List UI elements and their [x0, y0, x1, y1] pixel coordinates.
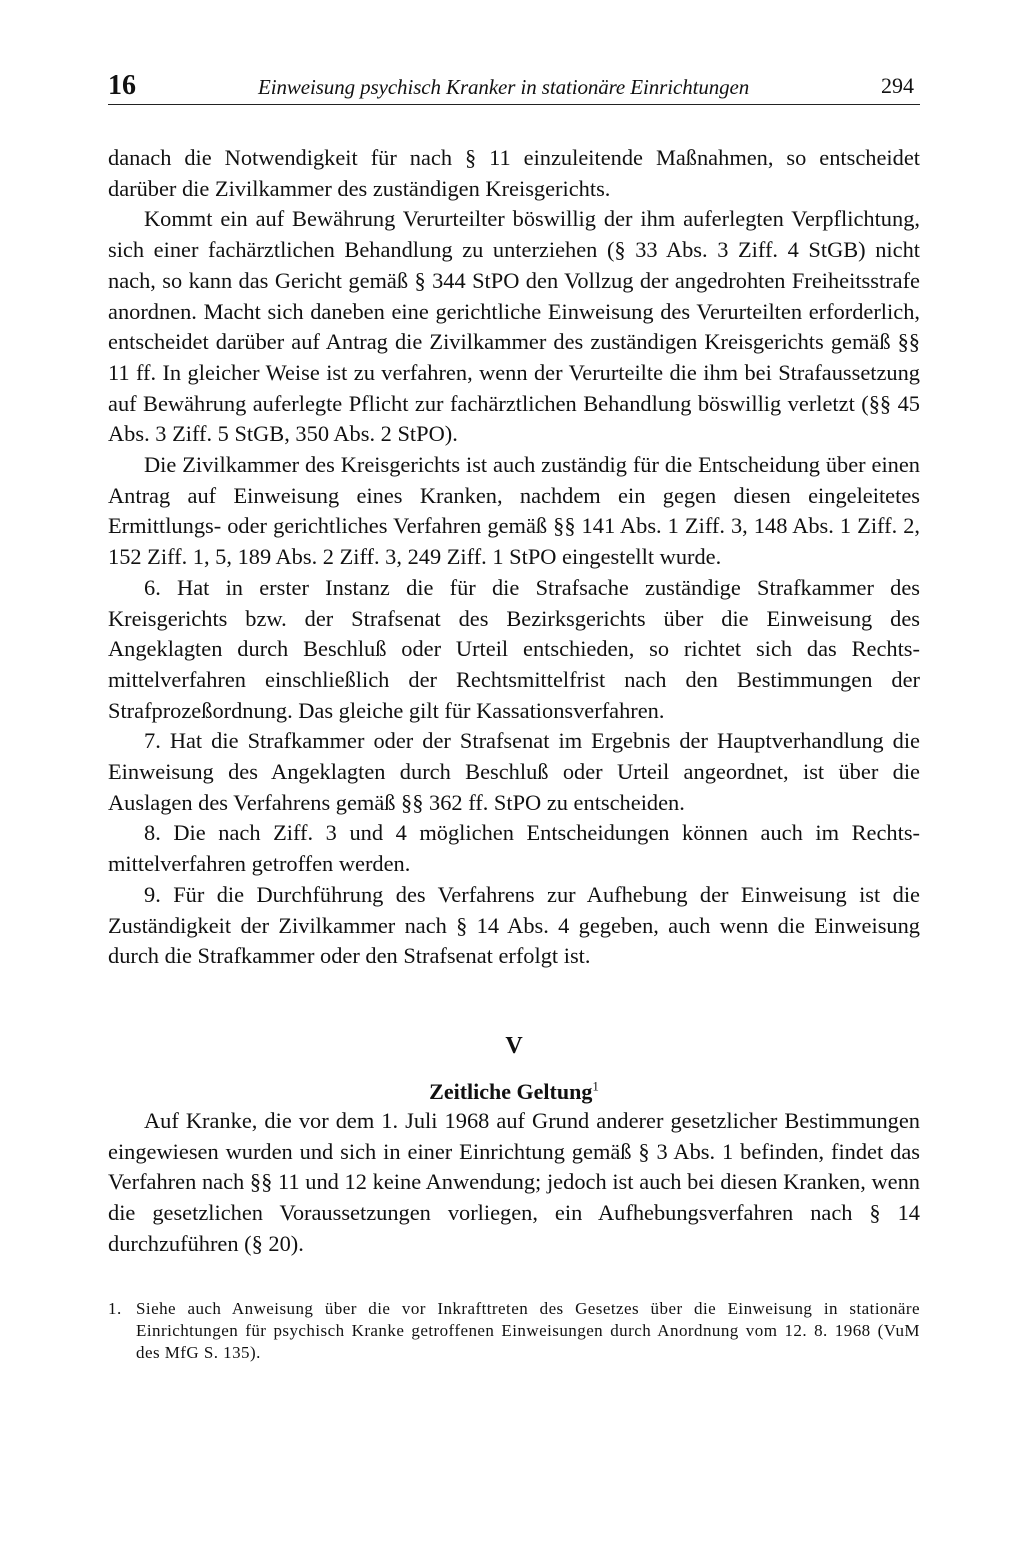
footnote	[108, 1298, 920, 1364]
section-paragraph: Auf Kranke, die vor dem 1. Juli 1968 auf Grund anderer gesetzlicher Bestimmungen eingewiesen wurden und sich in einer Einrichtung gemäß § 3 Abs. 1 befinden, findet das Verfahren nach §§ 11 und 12 keine Anwendung; jedoch ist auch bei diesen Kranken, wenn die gesetzlichen Voraussetzungen vorliegen, ein Aufhebungsverfahren nach § 14 durchzuführen (§ 20).	[108, 1107, 920, 1256]
paragraph-item-6: 6. Hat in erster Instanz die für die Strafsache zuständige Strafkammer des Kreisgerichts bzw. der Strafsenat des Bezirksgerichts über die Einweisung des Angeklagten durch Beschluß oder Urteil entschieden, so richtet sich das Rechtsmittelverfahren einschließlich der Rechtsmittelfrist nach den Bestimmungen der Strafprozeßordnung. Das gleiche gilt für Kassationsverfahren.	[108, 574, 920, 723]
paragraph-item-9: 9. Für die Durchführung des Verfahrens zur Aufhebung der Einweisung ist die Zuständigkeit der Zivilkammer nach § 14 Abs. 4 gegeben, auch wenn die Einweisung durch die Strafkammer oder den Strafsenat erfolgt ist.	[108, 881, 920, 969]
main-text	[108, 143, 920, 1260]
footnotes	[108, 1298, 920, 1364]
paragraph: Kommt ein auf Bewährung Verurteilter böswillig der ihm auferlegten Verpflichtung, sich einer fachärztlichen Behandlung zu unterziehen (§ 33 Abs. 3 Ziff. 4 StGB) nicht nach, so kann das Gericht gemäß § 344 StPO den Vollzug der angedrohten Freiheitsstrafe anordnen. Macht sich daneben eine gerichtliche Einweisung des Verurteilten erforderlich, entscheidet darüber auf Antrag die Zivilkammer des zuständigen Kreisgerichts gemäß §§ 11 ff. In gleicher Weise ist zu verfahren, wenn der Verurteilte die ihm bei Strafaussetzung auf Bewährung auferlegte Pflicht zur fachärztlichen Behandlung böswillig verletzt (§§ 45 Abs. 3 Ziff. 5 StGB, 350 Abs. 2 StPO).	[108, 206, 920, 447]
footnote-reference: 1	[592, 1078, 599, 1094]
footnote-text: Siehe auch Anweisung über die vor Inkrafttreten des Gesetzes über die Einweisung in stationäre Einrichtungen für psychisch Kranke getroffenen Einweisungen durch Anordnung vom 12. 8. 1968 (VuM des MfG S. 135).	[136, 1298, 920, 1362]
page-number: 294	[881, 73, 914, 98]
paragraph-continuation: danach die Notwendigkeit für nach § 11 einzuleitende Maßnahmen, so entscheidet darüber die Zivilkammer des zuständigen Kreisgerichts.	[108, 145, 920, 201]
paragraph-item-7: 7. Hat die Strafkammer oder der Strafsenat im Ergebnis der Hauptverhandlung die Einweisung des Angeklagten durch Beschluß oder Urteil angeordnet, ist über die Auslagen des Verfahrens gemäß §§ 362 ff. StPO zu entscheiden.	[108, 728, 920, 815]
paragraph-item-8: 8. Die nach Ziff. 3 und 4 möglichen Entscheidungen können auch im Rechtsmittelverfahren getroffen werden.	[108, 820, 920, 877]
running-title: Einweisung psychisch Kranker in stationäre Einrichtungen	[258, 75, 750, 99]
document-page	[108, 68, 920, 1364]
section-number: V	[505, 1032, 523, 1059]
footnote-marker: 1.	[108, 1298, 122, 1318]
running-header	[108, 68, 920, 105]
paragraph: Die Zivilkammer des Kreisgerichts ist auch zuständig für die Entscheidung über einen Antrag auf Einweisung eines Kranken, nachdem ein gegen diesen eingeleitetes Ermittlungs- oder gerichtliches Verfahren gemäß §§ 141 Abs. 1 Ziff. 3, 148 Abs. 1 Ziff. 2, 152 Ziff. 1, 5, 189 Abs. 2 Ziff. 3, 249 Ziff. 1 StPO eingestellt wurde.	[108, 452, 920, 570]
section-title: Zeitliche Geltung	[429, 1078, 593, 1104]
chapter-number: 16	[108, 70, 136, 101]
section-heading	[108, 1078, 920, 1106]
